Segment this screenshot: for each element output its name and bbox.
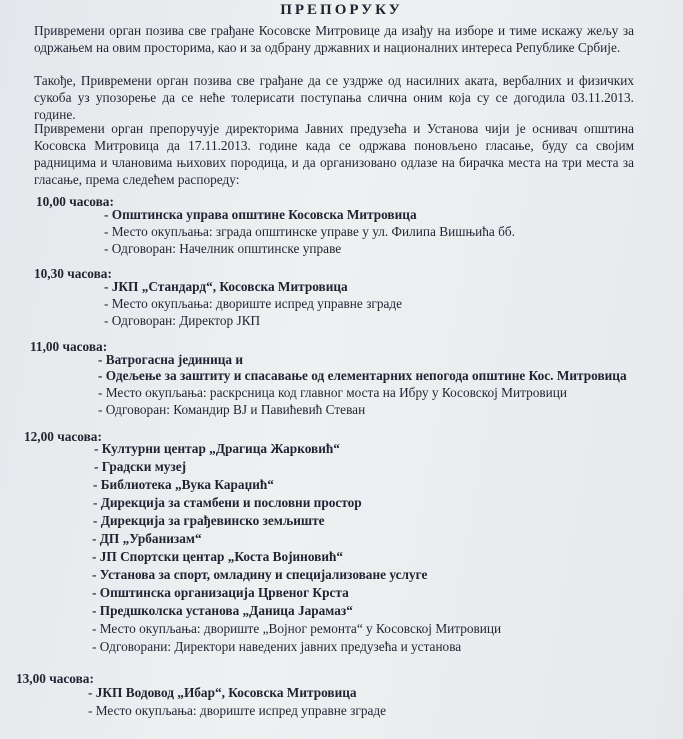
schedule-entry: - ЈКП „Стандард“, Косовска Митровица	[104, 279, 348, 294]
schedule-entry: - Општинска управа општине Косовска Митровица	[104, 207, 417, 222]
schedule-entry: - Предшколска установа „Даница Јарамаз“	[92, 603, 353, 618]
schedule-entry: - Културни центар „Драгица Жарковић“	[94, 441, 340, 456]
schedule-entry: - Одговоран: Директор ЈКП	[104, 313, 261, 328]
schedule-time: 10,30 часова:	[34, 266, 112, 281]
schedule-entry: - Одговоран: Начелник општинске управе	[104, 241, 342, 256]
paragraph-vote-call: Привремени орган позива све грађане Косовске Митровице да изађу на изборе и тиме искажу жељу за одржањем на овим просторима, као и за одбрану државних и националних интереса Републике Србије.	[34, 23, 634, 55]
schedule-entry: - Одељење за заштиту и спасавање од елементарних непогода општине Кос. Митровица	[98, 368, 627, 383]
schedule-entry: - Библиотека „Вука Караџић“	[93, 477, 274, 492]
schedule-entry: - Место окупљања: зграда општинске управе у ул. Филипа Вишњића бб.	[104, 224, 515, 239]
paragraph-no-violence: Такође, Привремени орган позива све грађане да се уздрже од насилних аката, вербалних и физичких сукоба уз упозорење да се неће толерисати поступања слична оним која су се догодила 03.11.2013. године.	[34, 73, 634, 122]
schedule-entry: - ЈП Спортски центар „Коста Војиновић“	[92, 549, 344, 564]
schedule-entry: - Ватрогасна јединица и	[98, 352, 244, 367]
schedule-time: 13,00 часова:	[16, 671, 94, 686]
schedule-entry: - Дирекција за стамбени и пословни простор	[93, 495, 362, 510]
schedule-entry: - ЈКП Водовод „Ибар“, Косовска Митровица	[88, 685, 357, 700]
schedule-entry: - Место окупљања: двориште испред управне зграде	[104, 296, 403, 311]
schedule-time: 12,00 часова:	[24, 429, 102, 444]
schedule-time: 10,00 часова:	[36, 194, 114, 209]
schedule-time: 11,00 часова:	[30, 339, 108, 354]
schedule-entry: - Место окупљања: двориште испред управне зграде	[88, 703, 387, 718]
schedule-entry: - Одговорани: Директори наведених јавних предузећа и установа	[92, 639, 462, 654]
schedule-entry: - Установа за спорт, омладину и специјализоване услуге	[92, 567, 428, 582]
document-title: ПРЕПОРУКУ	[280, 2, 403, 18]
schedule-entry: - Градски музеј	[94, 459, 187, 474]
schedule-entry: - Дирекција за грађевинско земљиште	[93, 513, 325, 528]
schedule-entry: - Место окупљања: раскрсница код главног моста на Ибру у Косовској Митровици	[98, 385, 567, 400]
schedule-entry: - Општинска организација Црвеног Крста	[92, 585, 349, 600]
schedule-entry: - Место окупљања: двориште „Војног ремонта“ у Косовској Митровици	[92, 621, 502, 636]
paragraph-directors: Привремени орган препоручује директорима Јавних предузећа и Установа чији је оснивач општина Косовска Митровица да 17.11.2013. године када се одржава поновљено гласање, буду са својим радницима и члановима њихових породица, и да организовано одлазе на бирачка места на три места за гласање, према следећем распореду:	[34, 121, 634, 187]
schedule-entry: - Одговоран: Командир ВЈ и Павићевић Стеван	[98, 402, 366, 417]
schedule-entry: - ДП „Урбанизам“	[92, 531, 202, 546]
